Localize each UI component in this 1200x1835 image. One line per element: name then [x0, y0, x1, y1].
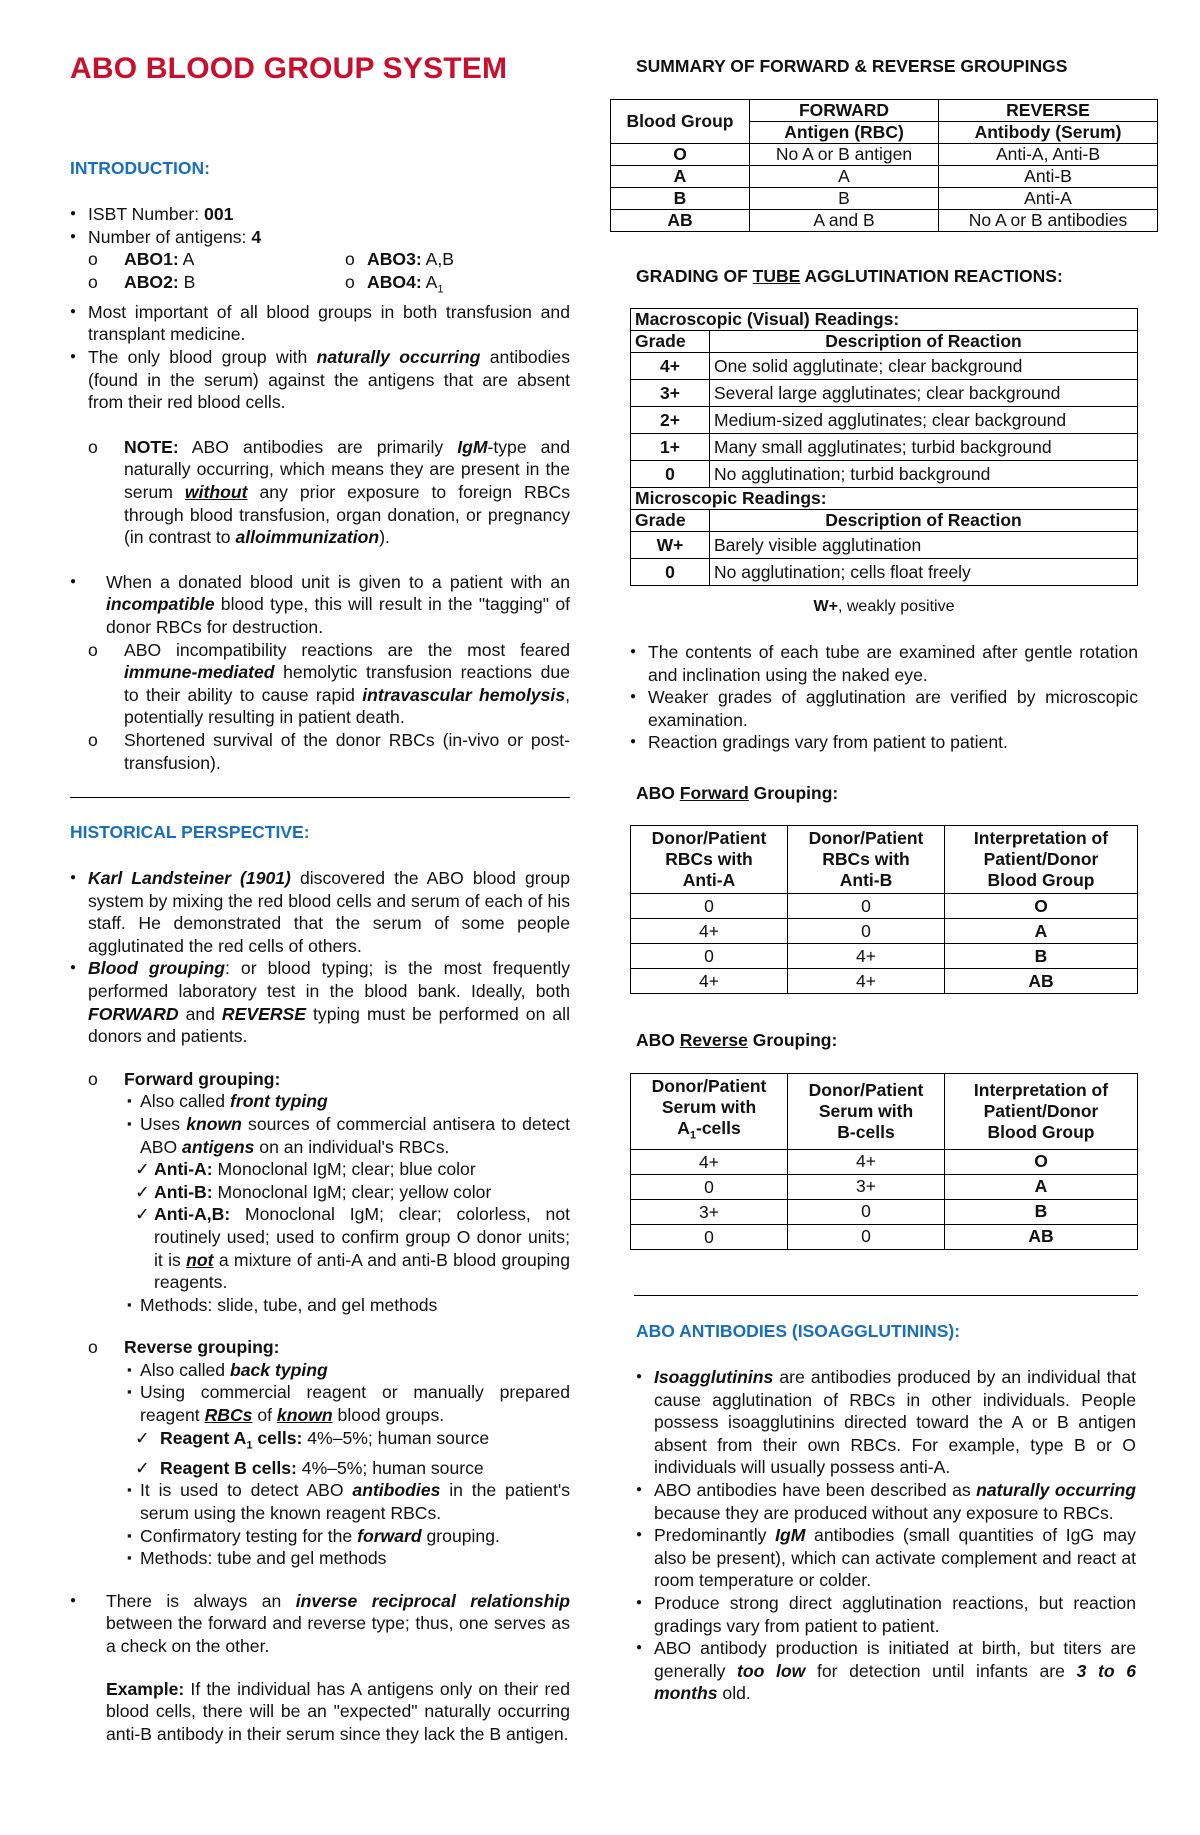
divider — [70, 797, 570, 798]
list-item: ▪ Also called back typing — [70, 1359, 570, 1382]
forward-grouping-heading: ABO Forward Grouping: — [636, 783, 839, 803]
list-item: ● Weaker grades of agglutination are verified by microscopic examination. — [630, 686, 1138, 731]
list-item: ● Number of antigens: 4 — [70, 226, 570, 249]
table-row: 4+ One solid agglutinate; clear background — [631, 353, 1138, 380]
list-item: ✓ Reagent B cells: 4%–5%; human source — [70, 1457, 570, 1480]
summary-heading: SUMMARY OF FORWARD & REVERSE GROUPINGS — [636, 56, 1068, 76]
list-item: ▪ Methods: tube and gel methods — [70, 1547, 570, 1570]
table-row: 3+ 0 B — [631, 1199, 1138, 1224]
list-item: ▪ Uses known sources of commercial antisera to detect ABO antigens on an individual's RBCs. — [70, 1113, 570, 1158]
list-item: o Shortened survival of the donor RBCs (in-vivo or post-transfusion). — [70, 729, 570, 774]
note: o NOTE: ABO antibodies are primarily IgM-type and naturally occurring, which means they are present in the serum without any prior exposure to foreign RBCs through blood transfusion, organ donation, or pregnancy (in contrast to alloimmunization). — [70, 436, 570, 549]
list-item: ● Predominantly IgM antibodies (small quantities of IgG may also be present), which can activate complement and react at room temperature or colder. — [636, 1524, 1136, 1592]
table-row: 2+ Medium-sized agglutinates; clear background — [631, 407, 1138, 434]
list-item: ● Isoagglutinins are antibodies produced by an individual that cause agglutination of RBCs in other individuals. People possess isoagglutinins directed toward the A or B antigen absent from their own RBCs. For example, type B or O individuals will usually possess anti-A. — [636, 1366, 1136, 1479]
list-item: ● Most important of all blood groups in both transfusion and transplant medicine. — [70, 301, 570, 346]
table-header: Grade — [631, 331, 710, 353]
list-item: ▪ It is used to detect ABO antibodies in the patient's serum using the known reagent RBCs. — [70, 1479, 570, 1524]
table-header: Antibody (Serum) — [939, 122, 1158, 144]
list-item: ✓ Anti-A,B: Monoclonal IgM; clear; colorless, not routinely used; used to confirm group O donor units; it is not a mixture of anti-A and anti-B blood grouping reagents. — [70, 1203, 570, 1293]
list-item: ▪ Methods: slide, tube, and gel methods — [70, 1294, 570, 1317]
history-section — [70, 867, 570, 1745]
list-item: ● Karl Landsteiner (1901) discovered the ABO blood group system by mixing the red blood cells and serum of each of his staff. He demonstrated that the serum of some people agglutinated the red cells of others. — [70, 867, 570, 957]
table-header: Grade — [631, 510, 710, 532]
list-item: ▪ Confirmatory testing for the forward grouping. — [70, 1525, 570, 1548]
history-heading: HISTORICAL PERSPECTIVE: — [70, 822, 310, 842]
table-header: Donor/Patient Serum with $A_1$-cells — [631, 1074, 788, 1150]
antigen-grid: o ABO2: B o ABO4: $A_1$ — [70, 271, 570, 301]
antibodies-heading: ABO ANTIBODIES (ISOAGGLUTININS): — [636, 1321, 961, 1341]
list-item: ● There is always an inverse reciprocal relationship between the forward and reverse type; thus, one serves as a check on the other. — [70, 1590, 570, 1658]
list-item: ● Produce strong direct agglutination reactions, but reaction gradings vary from patient to patient. — [636, 1592, 1136, 1637]
list-item: ▪ Using commercial reagent or manually prepared reagent RBCs of known blood groups. — [70, 1381, 570, 1426]
list-item: o ABO incompatibility reactions are the most feared immune-mediated hemolytic transfusion reactions due to their ability to cause rapid intravascular hemolysis, potentially resulting in patient death. — [70, 639, 570, 729]
table-header: FORWARD — [750, 100, 939, 122]
antibodies-section — [636, 1366, 1136, 1705]
table-row: 4+ 4+ AB — [631, 969, 1138, 994]
list-item: ✓ Reagent $A_1$ cells: 4%–5%; human source — [70, 1427, 570, 1457]
table-row: 1+ Many small agglutinates; turbid background — [631, 434, 1138, 461]
table-row: 0 0 AB — [631, 1224, 1138, 1249]
table-row: 4+ 4+ O — [631, 1149, 1138, 1174]
list-item: ▪ Also called front typing — [70, 1090, 570, 1113]
example: Example: If the individual has A antigens only on their red blood cells, there will be an "expected" naturally occurring anti-B antibody in their serum since they lack the B antigen. — [106, 1678, 570, 1744]
list-item: ✓ Anti-A: Monoclonal IgM; clear; blue color — [70, 1158, 570, 1181]
list-item: ● Reaction gradings vary from patient to patient. — [630, 731, 1138, 754]
grading-table — [630, 308, 1138, 586]
table-row: 0 4+ B — [631, 944, 1138, 969]
introduction-heading: INTRODUCTION: — [70, 158, 210, 178]
page-title: ABO BLOOD GROUP SYSTEM — [70, 52, 508, 85]
divider — [634, 1295, 1138, 1296]
list-item: ✓ Anti-B: Monoclonal IgM; clear; yellow color — [70, 1181, 570, 1204]
forward-grouping-heading: o Forward grouping: — [70, 1068, 570, 1091]
table-row: 0 No agglutination; cells float freely — [631, 559, 1138, 586]
list-item: ● The contents of each tube are examined after gentle rotation and inclination using the naked eye. — [630, 641, 1138, 686]
table-row: 0 0 O — [631, 894, 1138, 919]
table-header: Blood Group — [611, 100, 750, 144]
list-item: ● ABO antibodies have been described as naturally occurring because they are produced without any exposure to RBCs. — [636, 1479, 1136, 1524]
table-header: Description of Reaction — [710, 510, 1138, 532]
grading-heading: GRADING OF TUBE AGGLUTINATION REACTIONS: — [636, 266, 1063, 286]
reverse-grouping-heading: o Reverse grouping: — [70, 1336, 570, 1359]
table-row: 0 3+ A — [631, 1174, 1138, 1199]
list-item: ● ABO antibody production is initiated at birth, but titers are generally too low for detection until infants are 3 to 6 months old. — [636, 1637, 1136, 1705]
table-header: REVERSE — [939, 100, 1158, 122]
table-row: 4+ 0 A — [631, 919, 1138, 944]
introduction-section — [70, 203, 570, 774]
grading-footnote: W+, weakly positive — [813, 598, 955, 615]
table-header: Interpretation of Patient/Donor Blood Group — [945, 826, 1138, 894]
table-row: AB A and B No A or B antibodies — [611, 210, 1158, 232]
reverse-grouping-table — [630, 1073, 1138, 1250]
table-header: Antigen (RBC) — [750, 122, 939, 144]
list-item: ● Blood grouping: or blood typing; is the most frequently performed laboratory test in the blood bank. Ideally, both FORWARD and REVERSE typing must be performed on all donors and patients. — [70, 957, 570, 1047]
grading-notes — [630, 641, 1138, 754]
reverse-grouping-heading: ABO Reverse Grouping: — [636, 1030, 838, 1050]
forward-grouping-table — [630, 825, 1138, 994]
micro-title: Microscopic Readings: — [631, 488, 1138, 510]
table-header: Donor/Patient Serum with B-cells — [788, 1074, 945, 1150]
table-row: O No A or B antigen Anti-A, Anti-B — [611, 144, 1158, 166]
table-header: Interpretation of Patient/Donor Blood Group — [945, 1074, 1138, 1150]
macro-title: Macroscopic (Visual) Readings: — [631, 309, 1138, 331]
table-header: Donor/Patient RBCs with Anti-B — [788, 826, 945, 894]
list-item: ● The only blood group with naturally occurring antibodies (found in the serum) against the antigens that are absent from their red blood cells. — [70, 346, 570, 414]
table-row: B B Anti-A — [611, 188, 1158, 210]
list-item: ● When a donated blood unit is given to a patient with an incompatible blood type, this will result in the "tagging" of donor RBCs for destruction. — [70, 571, 570, 639]
table-row: A A Anti-B — [611, 166, 1158, 188]
list-item: ● ISBT Number: 001 — [70, 203, 570, 226]
table-row: 0 No agglutination; turbid background — [631, 461, 1138, 488]
table-header: Donor/Patient RBCs with Anti-A — [631, 826, 788, 894]
table-row: 3+ Several large agglutinates; clear background — [631, 380, 1138, 407]
table-header: Description of Reaction — [710, 331, 1138, 353]
summary-table — [610, 99, 1158, 232]
table-row: W+ Barely visible agglutination — [631, 532, 1138, 559]
antigen-grid: o ABO1: A o ABO3: A,B — [70, 248, 570, 271]
